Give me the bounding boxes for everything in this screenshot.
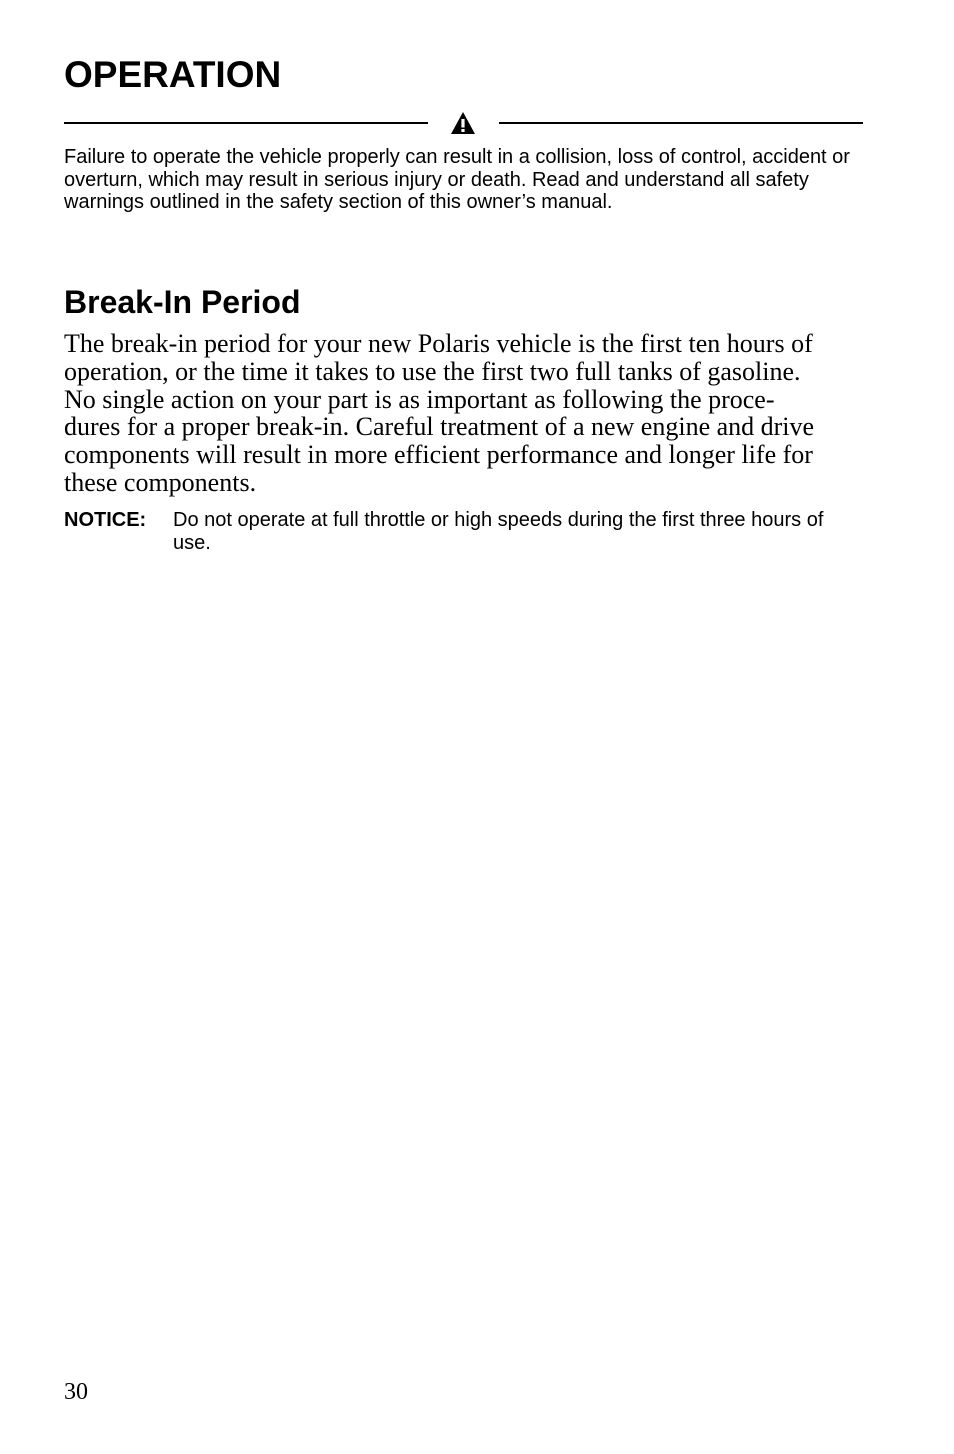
notice-label: NOTICE: — [64, 509, 147, 531]
page-number: 30 — [64, 1379, 88, 1405]
paragraph-line: operation, or the time it takes to use the first two full tanks of gasoline. — [64, 356, 801, 386]
paragraph-line: components will result in more efficient performance and longer life for — [64, 440, 813, 470]
page-title: OPERATION — [64, 54, 282, 95]
paragraph-line: No single action on your part is as important as following the proce- — [64, 384, 775, 414]
paragraph-line: The break-in period for your new Polaris vehicle is the first ten hours of — [64, 329, 813, 358]
break-in-paragraph — [64, 330, 874, 497]
notice-text: Do not operate at full throttle or high speeds during the first three hours of use. — [173, 509, 824, 554]
warning-rule-line-left — [64, 122, 428, 124]
warning-triangle-icon — [450, 111, 476, 135]
section-heading-break-in: Break-In Period — [64, 284, 301, 320]
paragraph-line: these components. — [64, 467, 257, 497]
warning-text: Failure to operate the vehicle properly can result in a collision, loss of control, accident or overturn, which may result in serious injury or death. Read and understand all safety warnings outlined in the safety section of this owner’s manual. — [64, 146, 850, 214]
warning-rule — [64, 110, 863, 136]
paragraph-line: dures for a proper break-in. Careful treatment of a new engine and drive — [64, 412, 815, 442]
warning-rule-line-right — [499, 122, 863, 124]
